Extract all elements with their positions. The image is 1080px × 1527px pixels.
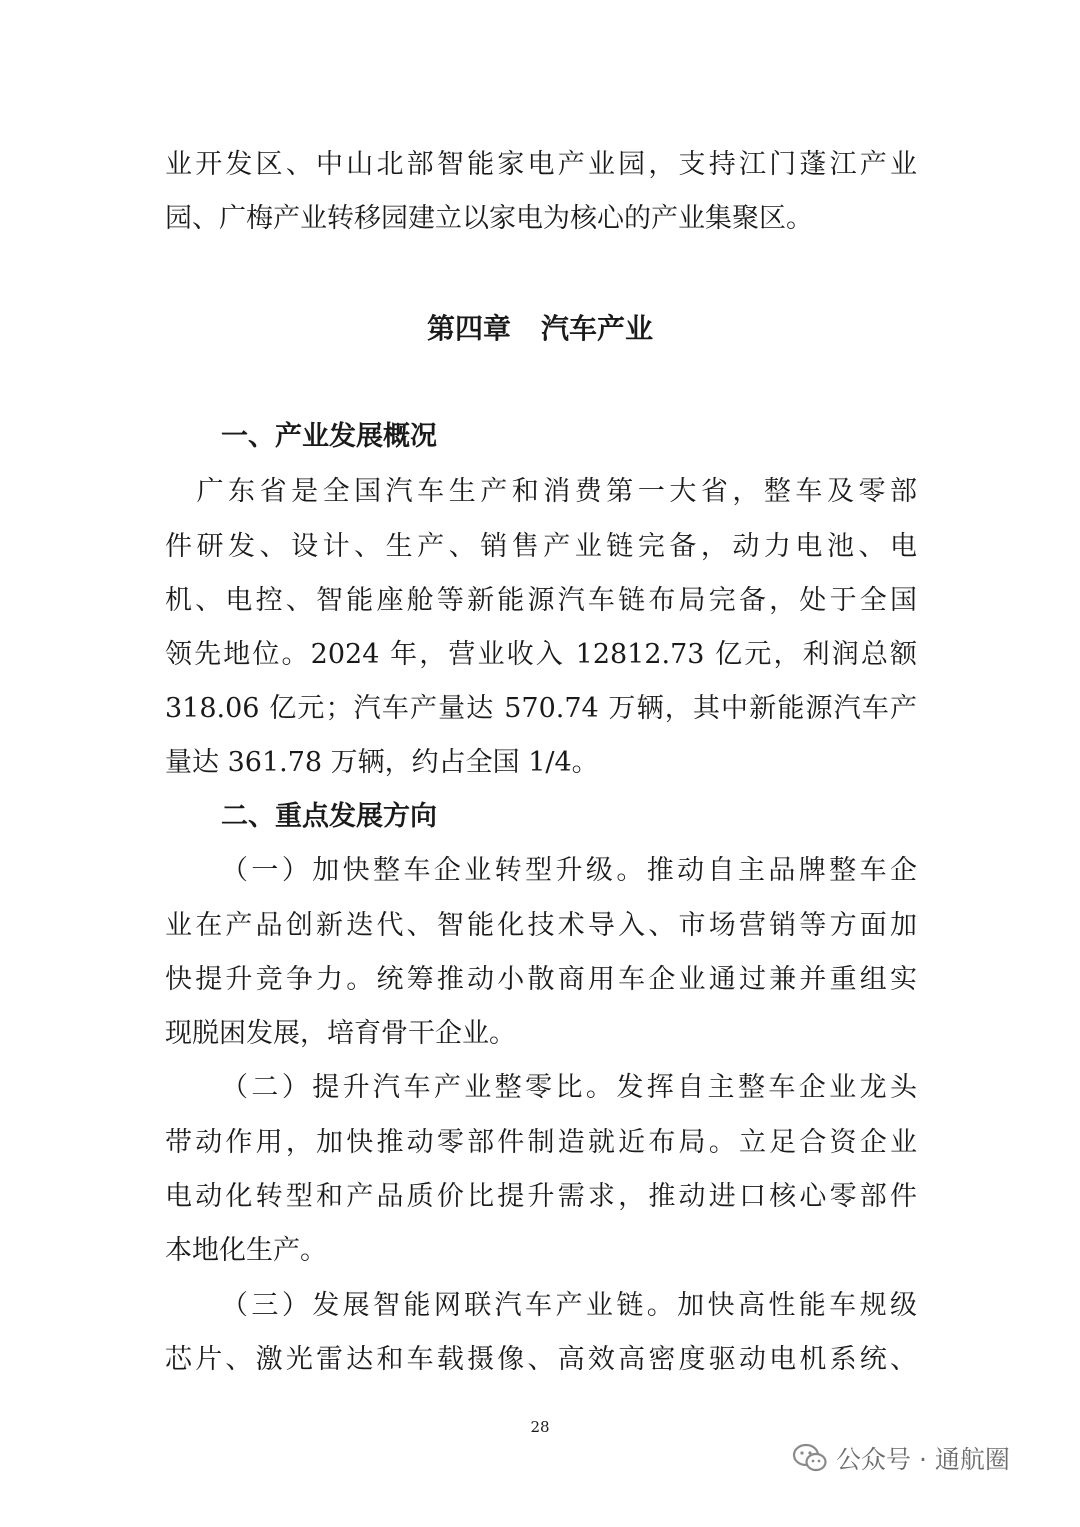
paragraph-line: 业开发区、中山北部智能家电产业园，支持江门蓬江产业 (165, 149, 917, 180)
paragraph-line: 领先地位。2024 年，营业收入 12812.73 亿元，利润总额 (165, 639, 917, 670)
paragraph-line: 广东省是全国汽车生产和消费第一大省，整车及零部 (165, 476, 917, 507)
paragraph-line: 本地化生产。 (165, 1235, 327, 1266)
watermark (792, 1436, 1010, 1480)
paragraph-line: 电动化转型和产品质价比提升需求，推动进口核心零部件 (165, 1181, 917, 1212)
paragraph-line: （三）发展智能网联汽车产业链。加快高性能车规级 (221, 1290, 917, 1321)
paragraph-line: 现脱困发展，培育骨干企业。 (165, 1018, 516, 1049)
paragraph-line: （二）提升汽车产业整零比。发挥自主整车企业龙头 (221, 1072, 917, 1103)
paragraph-line: 机、电控、智能座舱等新能源汽车链布局完备，处于全国 (165, 585, 917, 616)
wechat-icon (792, 1443, 828, 1473)
watermark-text: 公众号 · 通航圈 (836, 1445, 1010, 1474)
paragraph-line: 量达 361.78 万辆，约占全国 1/4。 (165, 747, 599, 778)
paragraph-line: 带动作用，加快推动零部件制造就近布局。立足合资企业 (165, 1127, 917, 1158)
section-heading: 一、产业发展概况 (221, 421, 437, 452)
chapter-number: 第四章 (426, 312, 511, 345)
chapter-title (0, 311, 1080, 347)
paragraph-line: （一）加快整车企业转型升级。推动自主品牌整车企 (221, 855, 917, 886)
paragraph-line: 318.06 亿元；汽车产量达 570.74 万辆，其中新能源汽车产 (165, 693, 917, 724)
paragraph-line: 件研发、设计、生产、销售产业链完备，动力电池、电 (165, 531, 917, 562)
paragraph-line: 园、广梅产业转移园建立以家电为核心的产业集聚区。 (165, 203, 813, 234)
paragraph-line: 快提升竞争力。统筹推动小散商用车企业通过兼并重组实 (165, 964, 917, 995)
chapter-name: 汽车产业 (541, 312, 654, 345)
section-heading: 二、重点发展方向 (221, 801, 437, 832)
paragraph-line: 芯片、激光雷达和车载摄像、高效高密度驱动电机系统、 (165, 1344, 917, 1375)
paragraph-line: 业在产品创新迭代、智能化技术导入、市场营销等方面加 (165, 910, 917, 941)
page-number: 28 (530, 1418, 550, 1436)
